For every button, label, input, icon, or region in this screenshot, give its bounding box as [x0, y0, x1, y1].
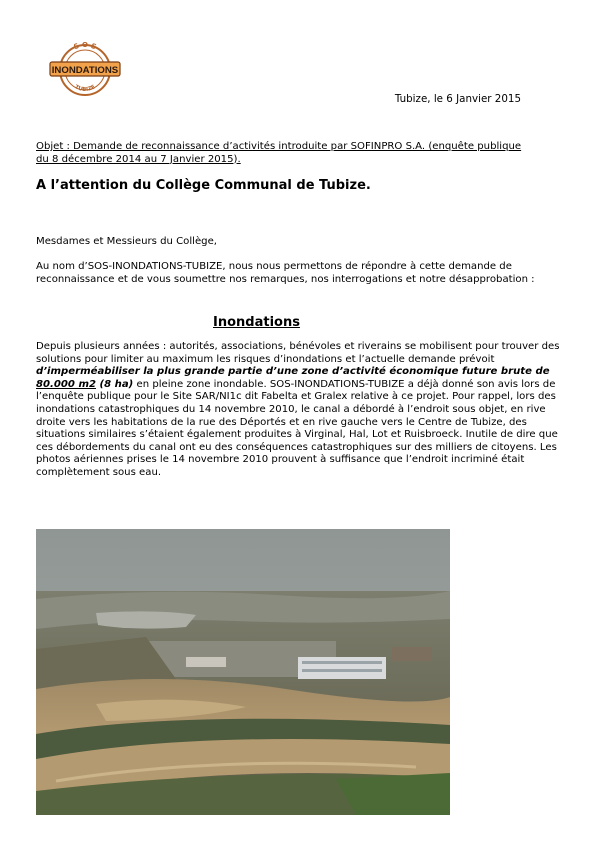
body-text-part1: Depuis plusieurs années : autorités, associations, bénévoles et riverains se mobilisent pour trouver des solutions pour limiter au maximum les risques d’inondations et l’actuelle demande prévoit: [36, 341, 560, 365]
section-title: Inondations: [213, 315, 300, 330]
aerial-flood-photo: [36, 529, 450, 815]
salutation: Mesdames et Messieurs du Collège,: [36, 236, 218, 247]
intro-paragraph: Au nom d’SOS-INONDATIONS-TUBIZE, nous nous permettons de répondre à cette demande de reconnaissance et de vous soumettre nos remarques, nos interrogations et notre désapprobation :: [36, 261, 535, 285]
recipient-heading: A l’attention du Collège Communal de Tubize.: [36, 178, 371, 193]
sos-inondations-logo: [48, 41, 122, 97]
svg-text:INONDATIONS: INONDATIONS: [51, 64, 119, 76]
svg-text:TUBIZE: TUBIZE: [73, 84, 97, 94]
subject-line: Objet : Demande de reconnaissance d’activités introduite par SOFINPRO S.A. (enquête publique du 8 décembre 2014 au 7 Janvier 2015).: [36, 141, 522, 165]
body-paragraph: [36, 341, 566, 480]
emphasis-hectares: (8 ha): [96, 378, 134, 390]
body-text-part2: en pleine zone inondable. SOS-INONDATIONS-TUBIZE a déjà donné son avis lors de l’enquête publique pour le Site SAR/NI1c dit Fabelta et Gralex relative à ce projet. Pour rappel, lors des inondations catastrophiques du 14 novembre 2010, le canal a débordé à l’endroit sous objet, en rive droite vers les habitations de la rue des Déportés et en rive gauche vers le Centre de Tubize, des situations similaires s’étaient également produites à Virginal, Hal, Lot et Ruisbroeck. Inutile de dire que ces débordements du canal ont eu des conséquences catastrophiques sur des milliers de citoyens. Les photos aériennes prises le 14 novembre 2010 prouvent à suffisance que l’endroit incriminé était complètement sous eau.: [36, 378, 558, 478]
svg-text:S O S: S O S: [72, 41, 98, 52]
emphasis-surface: 80.000 m2: [36, 378, 97, 390]
date-line: Tubize, le 6 Janvier 2015: [394, 93, 521, 105]
emphasis-impermeabiliser: d’imperméabiliser la plus grande partie d’une zone d’activité économique future brute de: [36, 366, 550, 378]
